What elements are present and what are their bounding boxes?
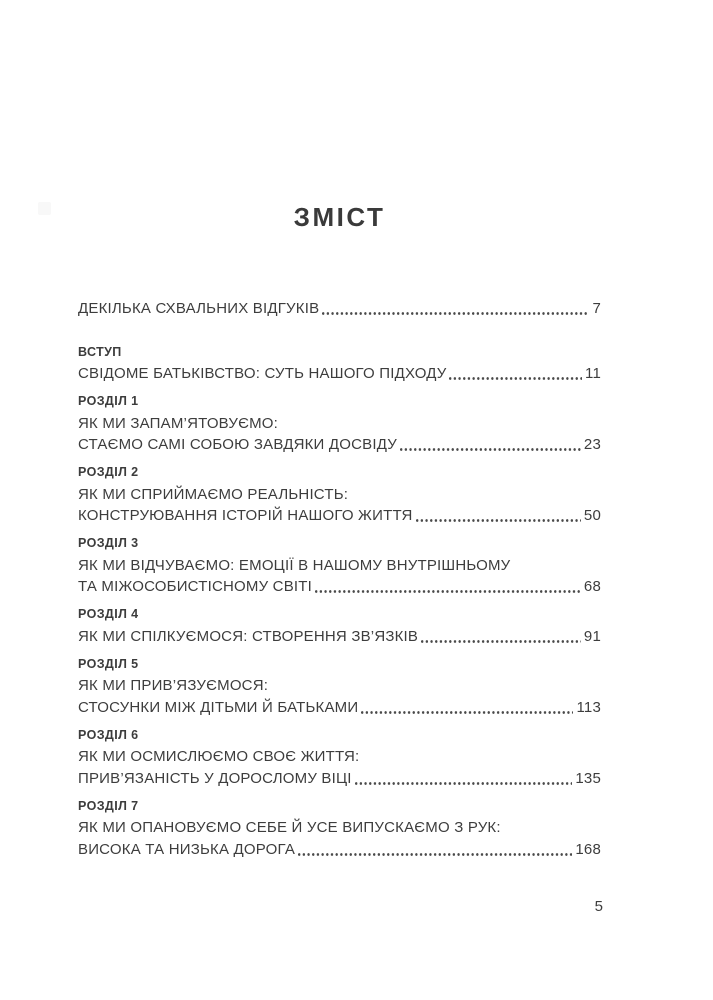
toc-entry-last-line — [78, 363, 601, 385]
toc-entry — [78, 342, 601, 385]
toc-entry-title-text: ЯК МИ СПІЛКУЄМОСЯ: СТВОРЕННЯ ЗВ’ЯЗКІВ — [78, 627, 419, 645]
toc-entry-page-ref: 11 — [585, 365, 601, 382]
toc-entry-last-line — [78, 697, 601, 719]
toc-entry-chapter-label: ВСТУП — [78, 344, 122, 359]
toc-entry — [78, 654, 601, 719]
toc-entry-last-line — [78, 298, 601, 320]
toc-entry-last-line — [78, 505, 601, 527]
toc-entry-chapter-label: РОЗДІЛ 3 — [78, 536, 139, 550]
toc-entry-title-text: КОНСТРУЮВАННЯ ІСТОРІЙ НАШОГО ЖИТТЯ — [78, 507, 413, 524]
leader-dots — [421, 640, 581, 643]
toc-entry-page-ref: 113 — [576, 698, 601, 716]
toc-entry-chapter-label: РОЗДІЛ 7 — [78, 798, 139, 813]
toc-entry-title-text: СТОСУНКИ МІЖ ДІТЬМИ Й БАТЬКАМИ — [78, 698, 359, 716]
toc-entry-chapter-label: РОЗДІЛ 1 — [78, 394, 139, 408]
leader-dots — [315, 590, 581, 593]
toc-entry-page-ref: 68 — [583, 578, 601, 595]
toc-entry-page-ref: 91 — [583, 627, 601, 645]
toc-entry-title-line: ЯК МИ ОСМИСЛЮЄМО СВОЄ ЖИТТЯ: — [78, 748, 360, 765]
toc-entry-last-line — [78, 626, 601, 648]
toc-entry — [78, 298, 601, 320]
toc-entry-chapter-label: РОЗДІЛ 4 — [78, 607, 139, 621]
leader-dots — [361, 711, 573, 714]
toc-entry — [78, 462, 601, 527]
toc-entries — [78, 298, 601, 860]
toc-entry — [78, 533, 601, 598]
toc-entry — [78, 604, 601, 647]
toc-entry-page-ref: 7 — [592, 300, 601, 317]
leader-dots — [322, 312, 589, 315]
toc-entry-title-line: ЯК МИ ВІДЧУВАЄМО: ЕМОЦІЇ В НАШОМУ ВНУТРІШНЬОМУ — [78, 556, 511, 574]
page-smudge — [38, 202, 51, 215]
page-number: 5 — [594, 898, 603, 915]
page-title: ЗМІСТ — [293, 202, 386, 232]
toc-content — [78, 202, 601, 867]
toc-entry-last-line — [78, 576, 601, 598]
toc-entry-chapter-label: РОЗДІЛ 2 — [78, 465, 139, 479]
toc-entry-page-ref: 135 — [575, 769, 601, 787]
toc-entry-last-line — [78, 434, 601, 456]
toc-entry — [78, 391, 601, 456]
toc-entry-last-line — [78, 839, 601, 861]
leader-dots — [355, 782, 573, 785]
toc-entry-chapter-label: РОЗДІЛ 6 — [78, 727, 139, 742]
leader-dots — [416, 519, 581, 522]
toc-entry — [78, 725, 601, 790]
leader-dots — [449, 377, 582, 380]
toc-entry — [78, 796, 601, 861]
toc-entry-title-text: ВИСОКА ТА НИЗЬКА ДОРОГА — [78, 840, 296, 858]
toc-entry-page-ref: 23 — [583, 436, 601, 453]
toc-entry-title-line: ЯК МИ ОПАНОВУЄМО СЕБЕ Й УСЕ ВИПУСКАЄМО З РУК: — [78, 819, 501, 836]
toc-entry-title-text: СТАЄМО САМІ СОБОЮ ЗАВДЯКИ ДОСВІДУ — [78, 436, 397, 453]
leader-dots — [298, 853, 572, 856]
toc-entry-title-text: ТА МІЖОСОБИСТІСНОМУ СВІТІ — [78, 578, 313, 595]
toc-entry-title-line: ЯК МИ СПРИЙМАЄМО РЕАЛЬНІСТЬ: — [78, 485, 349, 503]
toc-entry-last-line — [78, 768, 601, 790]
toc-entry-title-line: ЯК МИ ПРИВ’ЯЗУЄМОСЯ: — [78, 677, 269, 694]
toc-entry-page-ref: 168 — [575, 840, 601, 858]
toc-entry-title-text: СВІДОМЕ БАТЬКІВСТВО: СУТЬ НАШОГО ПІДХОДУ — [78, 365, 447, 382]
leader-dots — [400, 448, 581, 451]
toc-entry-title-text: ПРИВ’ЯЗАНІСТЬ У ДОРОСЛОМУ ВІЦІ — [78, 769, 352, 787]
toc-entry-chapter-label: РОЗДІЛ 5 — [78, 656, 139, 671]
toc-entry-title-line: ЯК МИ ЗАПАМ’ЯТОВУЄМО: — [78, 414, 279, 432]
toc-entry-page-ref: 50 — [583, 507, 601, 524]
toc-entry-title-text: ДЕКІЛЬКА СХВАЛЬНИХ ВІДГУКІВ — [78, 300, 320, 317]
